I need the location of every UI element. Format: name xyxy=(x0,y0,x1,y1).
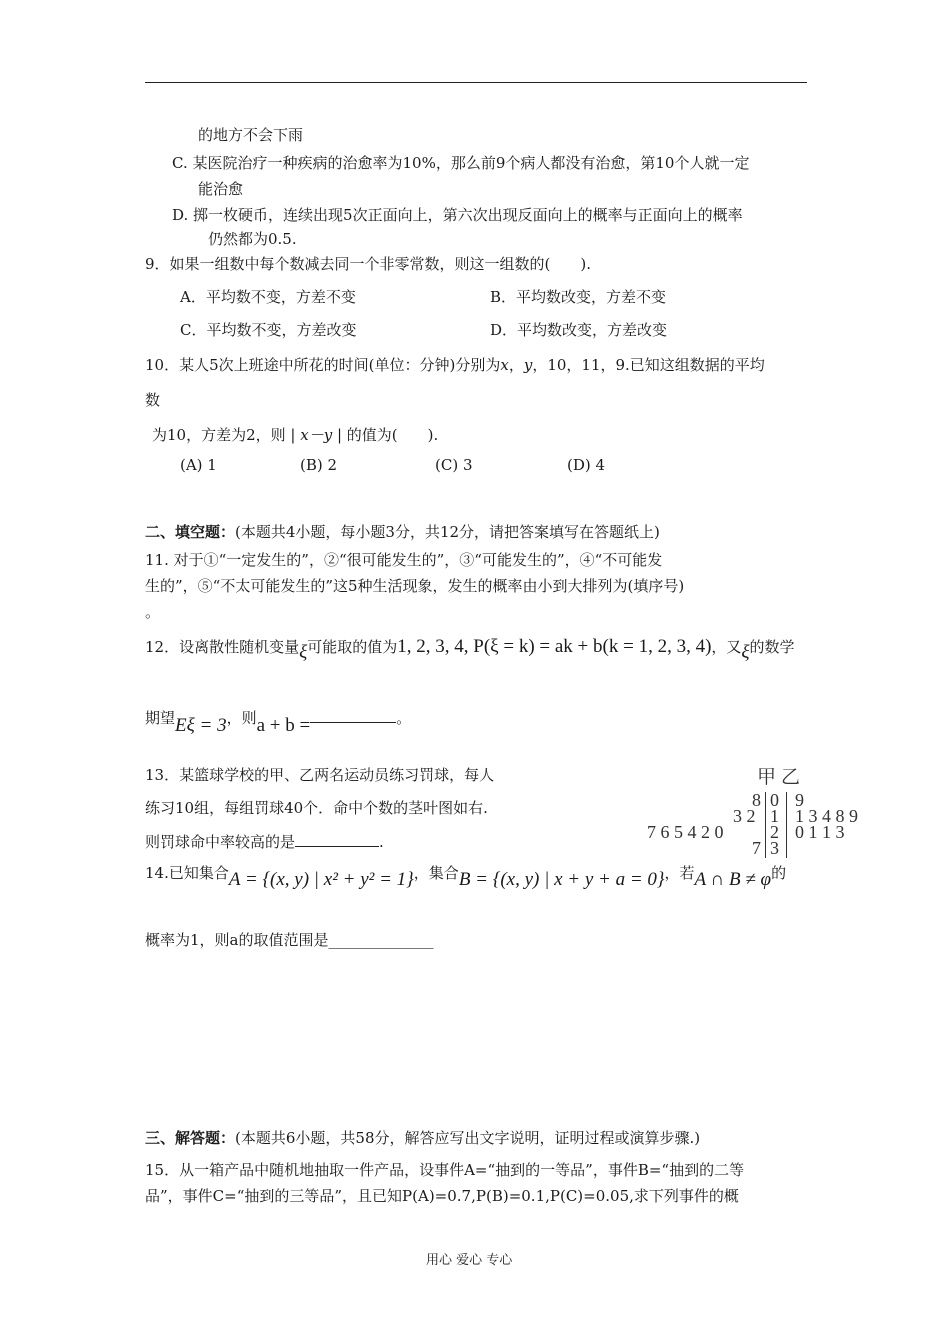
stem-leaf-stem: 0 xyxy=(770,790,779,810)
header-rule xyxy=(145,82,807,83)
q10-line1: 10．某人5次上班途中所花的时间(单位：分钟)分别为x，y，10，11，9.已知这组数据的平均 xyxy=(145,356,765,374)
q14-line2: 概率为1，则a的取值范围是______________ xyxy=(145,931,434,949)
stem-leaf-yi-row: 1 3 4 8 9 xyxy=(795,806,858,826)
q9-stem: 9．如果一组数中每个数减去同一个非零常数，则这一组数的( ). xyxy=(145,255,592,273)
q13-answer-blank[interactable] xyxy=(295,846,379,847)
q10-option-a: (A) 1 xyxy=(180,456,217,474)
stem-leaf-stem: 2 xyxy=(770,822,779,842)
q10-line2: 数 xyxy=(145,391,161,409)
stem-leaf-jia-row: 7 6 5 4 2 0 xyxy=(647,822,724,842)
q9-option-a: A．平均数不变，方差不变 xyxy=(180,288,356,306)
stem-leaf-jia-row: 3 2 xyxy=(733,806,756,826)
q9-option-b: B．平均数改变，方差不变 xyxy=(490,288,667,306)
q8-option-c: C. 某医院治疗一种疾病的治愈率为10%，那么前9个病人都没有治愈，第10个人就一定 xyxy=(172,154,750,172)
q14-answer-blank[interactable]: ______________ xyxy=(328,931,434,949)
stem-leaf-yi-row: 0 1 1 3 xyxy=(795,822,845,842)
stem-leaf-jia-row: 8 xyxy=(752,790,761,810)
q9-option-c: C．平均数不变，方差改变 xyxy=(180,321,357,339)
q14-condition: A ∩ B ≠ φ xyxy=(694,869,772,890)
q15-line2: 品”，事件C=“抽到的三等品”，且已知P(A)=0.7,P(B)=0.1,P(C)=0.05,求下列事件的概 xyxy=(145,1187,739,1205)
stem-leaf-divider-left xyxy=(765,792,766,858)
section3-heading: 三、解答题：(本题共6小题，共58分，解答应写出文字说明，证明过程或演算步骤.) xyxy=(145,1129,701,1147)
page-footer: 用心 爱心 专心 xyxy=(426,1253,513,1268)
stem-leaf-head-yi: 乙 xyxy=(781,767,801,788)
q13-line2: 练习10组，每组罚球40个．命中个数的茎叶图如右. xyxy=(145,799,488,817)
section2-heading: 二、填空题：(本题共4小题，每小题3分，共12分，请把答案填写在答题纸上) xyxy=(145,523,660,541)
q12-formula: 1, 2, 3, 4, P(ξ = k) = ak + b(k = 1, 2, 3, 4) xyxy=(397,636,712,657)
q8-option-d-cont: 仍然都为0.5. xyxy=(208,230,297,248)
stem-leaf-yi-row: 9 xyxy=(795,790,804,810)
q13-line3: 则罚球命中率较高的是 . xyxy=(145,833,384,851)
stem-leaf-jia-row: 7 xyxy=(752,838,761,858)
stem-leaf-stem: 3 xyxy=(770,838,779,858)
q11-line1: 11. 对于①“一定发生的”，②“很可能发生的”，③“可能发生的”，④“不可能发 xyxy=(145,551,663,569)
q9-option-d: D．平均数改变，方差改变 xyxy=(490,321,668,339)
q10-option-c: (C) 3 xyxy=(435,456,473,474)
q8-option-d: D. 掷一枚硬币，连续出现5次正面向上，第六次出现反面向上的概率与正面向上的概率 xyxy=(172,206,743,224)
stem-leaf-head-jia: 甲 xyxy=(757,767,777,788)
stem-leaf-stem: 1 xyxy=(770,806,779,826)
q10-option-d: (D) 4 xyxy=(567,456,606,474)
q8-tail: 的地方不会下雨 xyxy=(198,126,304,144)
q14-line1: 14.已知集合A = {(x, y) | x² + y² = 1}，集合B = {(x, y) | x + y + a = 0}，若A ∩ B ≠ φ的 xyxy=(145,864,787,890)
q14-set-b: B = {(x, y) | x + y + a = 0} xyxy=(458,869,665,890)
q15-line1: 15．从一箱产品中随机地抽取一件产品，设事件A=“抽到的一等品”，事件B=“抽到的二等 xyxy=(145,1161,745,1179)
q10-option-b: (B) 2 xyxy=(300,456,338,474)
q10-line3: 为10，方差为2，则 | x－y | 的值为( ). xyxy=(152,426,439,444)
q12-line1: 12．设离散性随机变量ξ可能取的值为1, 2, 3, 4, P(ξ = k) = ak + b(k = 1, 2, 3, 4)，又ξ的数学 xyxy=(145,636,795,663)
q14-set-a: A = {(x, y) | x² + y² = 1} xyxy=(228,869,414,890)
q11-line3: 。 xyxy=(145,603,161,621)
q12-line2: 期望Eξ = 3，则a + b = 。 xyxy=(145,709,412,736)
q12-answer-blank[interactable] xyxy=(310,722,396,723)
q8-option-c-cont: 能治愈 xyxy=(198,180,244,198)
q13-line1: 13．某篮球学校的甲、乙两名运动员练习罚球，每人 xyxy=(145,766,495,784)
stem-leaf-divider-right xyxy=(786,792,787,858)
q11-line2: 生的”，⑤“不太可能发生的”这5种生活现象，发生的概率由小到大排列为(填序号) xyxy=(145,577,685,595)
stem-leaf-plot xyxy=(640,762,900,862)
